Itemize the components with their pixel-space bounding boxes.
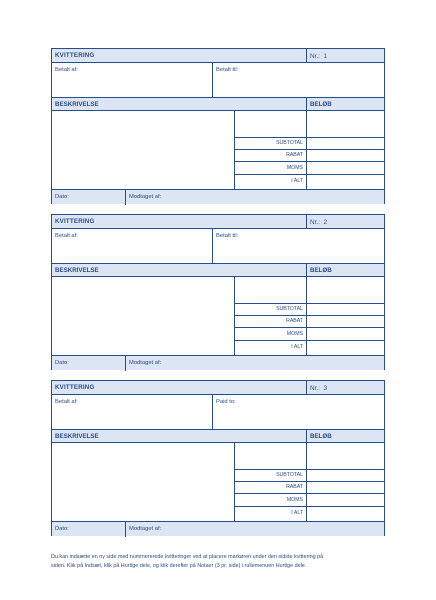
amount-divider [306,264,308,277]
amount-divider [306,430,308,443]
receipt-number-cell[interactable] [306,381,386,395]
subtotal-label: SUBTOTAL [276,306,303,312]
receipt-title-row [52,49,384,63]
received-by-label[interactable]: Modtaget af: [129,194,162,200]
amount-header: BELØB [310,267,332,274]
description-header: BESKRIVELSE [55,433,99,440]
paid-from-label[interactable]: Betalt af: [55,67,78,73]
paid-divider [212,63,214,98]
subtotal-label: SUBTOTAL [276,140,303,146]
paid-row [52,63,384,98]
date-label[interactable]: Dato: [55,194,69,200]
description-header-row [52,264,384,277]
amount-column-line [306,111,307,189]
receipt-2 [51,214,385,370]
receipt-title: KVITTERING [55,384,95,391]
footer-row [52,189,384,204]
subtotal-label: SUBTOTAL [276,472,303,478]
received-by-label[interactable]: Modtaget af: [129,526,162,532]
instruction-line-1: Du kan indsætte en ny side med nummererede kvitteringer ved at placere markøren under den sidste kvittering på [51,554,324,560]
amount-column-line [306,443,307,521]
amount-column-line [306,277,307,355]
receipt-title-row [52,215,384,229]
total-label: I ALT [291,510,303,516]
receipt-1 [51,48,385,204]
footer-row [52,355,384,370]
paid-divider [212,229,214,264]
instruction-note [51,553,391,570]
description-header: BESKRIVELSE [55,101,99,108]
date-label[interactable]: Dato: [55,360,69,366]
received-by-label[interactable]: Modtaget af: [129,360,162,366]
line-items-area[interactable] [52,277,384,355]
paid-row [52,395,384,430]
line-items-area[interactable] [52,443,384,521]
paid-to-label[interactable]: Paid to: [216,399,236,405]
amount-divider [306,98,308,111]
paid-from-label[interactable]: Betalt af: [55,399,78,405]
footer-divider [125,190,127,205]
description-header: BESKRIVELSE [55,267,99,274]
description-header-row [52,430,384,443]
receipt-title: KVITTERING [55,52,95,59]
amount-header: BELØB [310,433,332,440]
footer-divider [125,356,127,371]
tax-label: MOMS [286,331,303,337]
tax-label: MOMS [286,497,303,503]
line-items-area[interactable] [52,111,384,189]
paid-divider [212,395,214,430]
footer-row [52,521,384,536]
receipt-title: KVITTERING [55,218,95,225]
discount-label: RABAT [286,152,303,158]
paid-from-label[interactable]: Betalt af: [55,233,78,239]
paid-to-label[interactable]: Betalt til: [216,233,239,239]
receipt-title-row [52,381,384,395]
receipt-number: Nr.: 1 [310,52,328,60]
date-label[interactable]: Dato: [55,526,69,532]
discount-label: RABAT [286,484,303,490]
instruction-line-2: siden. Klik på Indsæt, klik på Hurtige dele, og klik derefter på Notaer (3 pr. side) i rullemenuen Hurtige dele. [51,562,307,569]
total-label: I ALT [291,178,303,184]
discount-label: RABAT [286,318,303,324]
tax-label: MOMS [286,165,303,171]
description-header-row [52,98,384,111]
receipt-number: Nr.: 2 [310,218,328,226]
paid-row [52,229,384,264]
receipt-number: Nr.: 3 [310,384,328,392]
receipt-3 [51,380,385,536]
receipt-number-cell[interactable] [306,49,386,63]
receipt-number-cell[interactable] [306,215,386,229]
footer-divider [125,522,127,537]
paid-to-label[interactable]: Betalt til: [216,67,239,73]
total-label: I ALT [291,344,303,350]
amount-header: BELØB [310,101,332,108]
